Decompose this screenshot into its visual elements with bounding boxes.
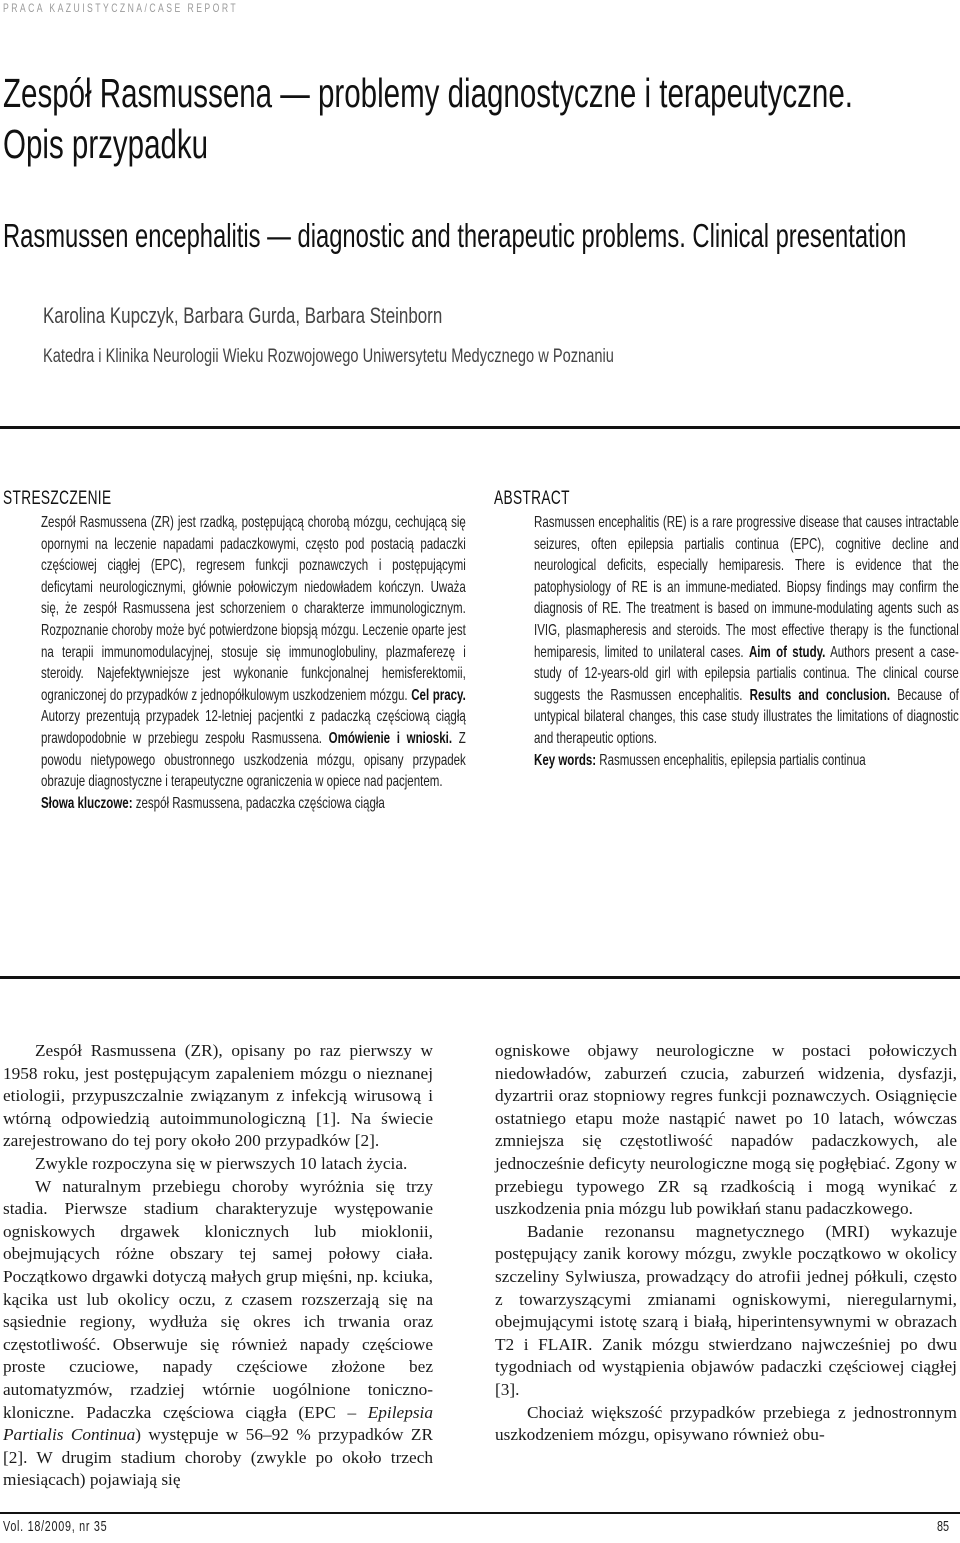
abstract-en-aim-label: Aim of study.	[748, 643, 826, 661]
abstract-pl-keywords-text: zespół Rasmussena, padaczka częściowa ciągła	[135, 794, 385, 812]
abstract-pl-keywords-label: Słowa kluczowe:	[41, 794, 133, 812]
body-paragraph: Zespół Rasmussena (ZR), opisany po raz pierwszy w 1958 roku, jest postępującym zapaleniem mózgu o nieznanej etiologii, przypuszczalnie związanym z infekcją wirusową i wtórną odpowiedzią autoimmunologiczną [1]. Na świecie zarejestrowano do tej pory około 200 przypadków [2].	[3, 1041, 433, 1151]
abstract-divider	[0, 976, 960, 979]
abstract-pl-paragraph	[41, 512, 466, 793]
abstract-en-aim-text: Authors present a case-study of 12-years-old girl with epilepsia partialis continua. The clinical course suggests the Rasmussen encephalitis.	[534, 643, 959, 704]
abstract-pl-keywords	[41, 793, 466, 815]
top-divider	[0, 426, 960, 429]
body-paragraph: Zwykle rozpoczyna się w pierwszych 10 latach życia.	[35, 1153, 408, 1173]
abstract-en-keywords-text: Rasmussen encephalitis, epilepsia partialis continua	[599, 751, 866, 769]
article-title-polish: Zespół Rasmussena — problemy diagnostyczne i terapeutyczne. Opis przypadku	[3, 70, 853, 167]
abstract-en-keywords	[534, 750, 959, 772]
journal-volume: Vol. 18/2009, nr 35	[3, 1518, 108, 1535]
body-paragraph: ogniskowe objawy neurologiczne w postaci połowiczych niedowładów, zaburzeń czucia, zaburzeń widzenia, dysfazji, dyzartrii oraz stopniowy regres funkcji poznawczych. Osiągnięcie ostatniego etapu może nastąpić nawet po 10 latach, wówczas zmniejsza się częstotliwość napadów padaczkowych, ale jednocześnie deficyty neurologiczne mogą się pogłębiać. Zgony w przebiegu typowego ZR są rzadkością i mogą wynikać z uszkodzenia pnia mózgu lub powikłań stanu padaczkowego.	[495, 1041, 957, 1219]
body-column-left	[3, 1040, 433, 1492]
abstract-pl-body	[41, 512, 466, 814]
footer-divider	[0, 1512, 960, 1514]
abstract-pl-discussion-label: Omówienie i wnioski.	[328, 729, 453, 747]
body-italic-term: Epilepsia Partialis Continua	[3, 1402, 433, 1445]
abstract-pl-aim-text: Autorzy prezentują przypadek 12-letniej pacjentki z padaczką częściową ciągłą prawdopodobnie w przebiegu zespołu Rasmussena.	[41, 708, 466, 747]
body-paragraph: Badanie rezonansu magnetycznego (MRI) wykazuje postępujący zanik korowy mózgu, zwykle początkowo w okolicy szczeliny Sylwiusza, prowadzący do atrofii jednej półkuli, często z towarzyszącymi zmianami ogniskowymi, nieregularnymi, obejmującymi istotę szarą i białą, hiperintensywnymi w obrazach T2 i FLAIR. Zanik mózgu stwierdzano najwcześniej po dwu tygodniach od wystąpienia objawów padaczki częściowej ciągłej [3].	[495, 1221, 957, 1399]
abstract-en-body	[534, 512, 959, 771]
abstract-en-keywords-label: Key words:	[534, 751, 597, 769]
body-column-right	[495, 1040, 957, 1447]
section-label: PRACA KAZUISTYCZNA/CASE REPORT	[3, 1, 239, 15]
body-paragraph: Chociaż większość przypadków przebiega z jednostronnym uszkodzeniem mózgu, opisywano również obu-	[495, 1402, 957, 1445]
authors: Karolina Kupczyk, Barbara Gurda, Barbara Steinborn	[43, 303, 443, 328]
abstract-en-results-label: Results and conclusion.	[749, 686, 891, 704]
abstract-en-text: Rasmussen encephalitis (RE) is a rare progressive disease that causes intractable seizures, often epilepsia partialis continua (EPC), cognitive decline and neurological deficits, especially hemiparesis. There is evidence that the patophysiology of RE is an immune-mediated. Biopsy findings may confirm the diagnosis of RE. The treatment is based on immune-modulating agents such as IVIG, plasmapheresis and steroids. The most effective therapy is the functional hemiparesis, limited to unilateral cases.	[534, 514, 959, 661]
abstract-pl-heading: STRESZCZENIE	[3, 488, 112, 509]
body-paragraph	[3, 1176, 433, 1492]
abstract-pl-aim-label: Cel pracy.	[411, 686, 466, 704]
abstract-pl-discussion-text: Z powodu nietypowego obustronnego uszkodzenia mózgu, opisany przypadek obrazuje diagnostyczne i terapeutyczne ograniczenia w opiece nad pacjentem.	[41, 729, 466, 791]
abstract-en-heading: ABSTRACT	[494, 488, 570, 509]
abstract-pl-text: Zespół Rasmussena (ZR) jest rzadką, postępującą chorobą mózgu, cechującą się opornymi na leczenie napadami padaczkowymi, często pod postacią padaczki częściowej ciągłej (EPC), regresem funkcji poznawczych i postępującymi deficytami neurologicznymi, głównie połowiczym niedowładem kończyn. Uważa się, że zespół Rasmussena jest schorzeniem o charakterze immunologicznym. Rozpoznanie choroby może być potwierdzone biopsją mózgu. Leczenie oparte jest na terapii immunomodulacyjnej, stosuje się immunoglobuliny, plazmaferezę i steroidy. Najefektywniejsze jest wykonanie funkcjonalnej hemisferektomii, ograniczonej do przypadków z jednopółkulowym uszkodzeniem mózgu.	[41, 514, 466, 704]
affiliation: Katedra i Klinika Neurologii Wieku Rozwojowego Uniwersytetu Medycznego w Poznaniu	[43, 346, 614, 367]
abstract-en-results-text: Because of untypical bilateral changes, this case study illustrates the limitations of diagnostic and therapeutic options.	[534, 686, 959, 747]
article-title-english: Rasmussen encephalitis — diagnostic and therapeutic problems. Clinical presentation	[3, 217, 907, 254]
body-text: ) występuje w 56–92 % przypadków ZR [2]. W drugim stadium choroby (zwykle po około trzech miesiącach) pojawiają się	[3, 1425, 434, 1490]
body-text: W naturalnym przebiegu choroby wyróżnia się trzy stadia. Pierwsze stadium charakteryzuje występowanie ogniskowych drgawek klonicznych lub mioklonii, obejmujących różne obszary tej samej połowy ciała. Początkowo drgawki dotyczą małych grup mięśni, np. kciuka, kącika ust lub okolicy oczu, z czasem rozszerzają się na sąsiednie regiony, wydłuża się okres ich trwania oraz częstotliwość. Obserwuje się również napady częściowe proste czuciowe, napady częściowe złożone bez automatyzmów, rzadziej wtórnie uogólnione toniczno-kloniczne. Padaczka częściowa ciągła (EPC –	[3, 1176, 433, 1422]
page-number: 85	[937, 1518, 950, 1535]
abstract-en-paragraph	[534, 512, 959, 750]
